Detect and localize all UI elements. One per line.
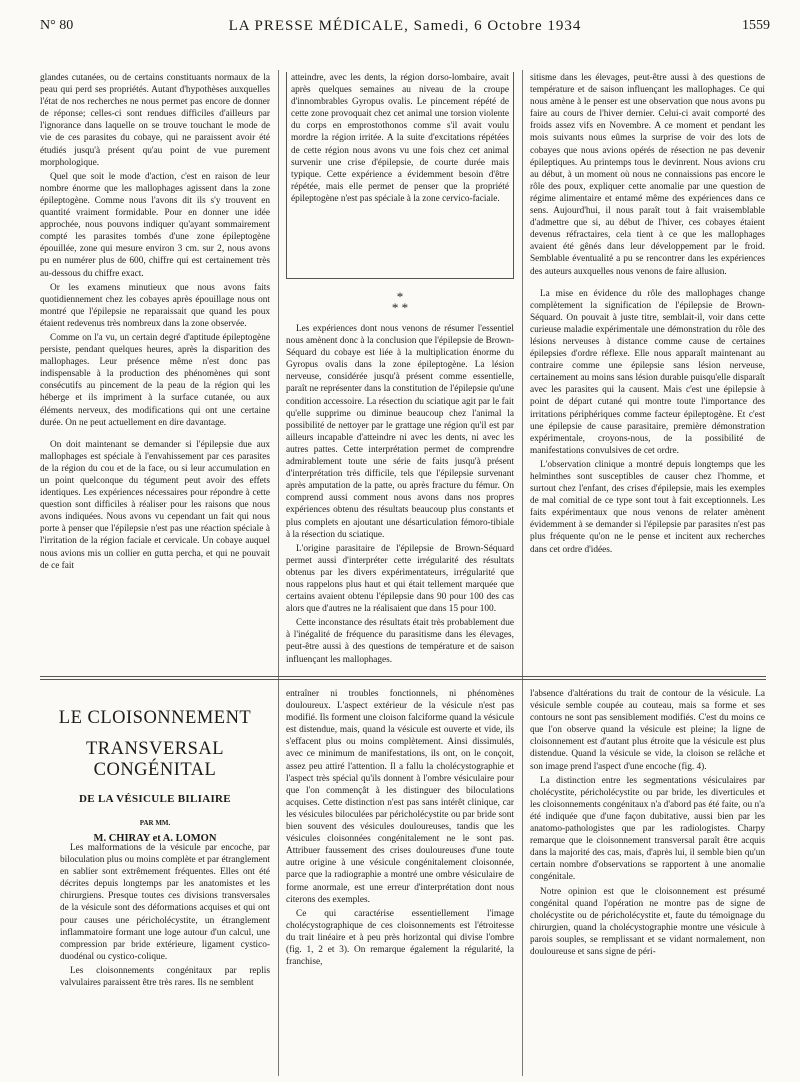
article-title-block <box>40 708 270 844</box>
column-divider <box>522 686 523 1076</box>
paragraph: L'observation clinique a montré depuis longtemps que les helminthes sont susceptibles de causer chez l'homme, et surtout chez l'enfant, des crises d'épilepsie, mais les exemples de mal comitial de ce type sont tout à fait exceptionnels. Les faits expérimentaux que nous venons de relater amènent évidemment à se demander si l'épilepsie par parasites n'est pas plus fréquente qu'on ne le pense et incitent aux recherches dans cet ordre d'idées. <box>530 459 765 555</box>
page-header <box>40 18 770 44</box>
top-article-column-2 <box>286 72 514 692</box>
paragraph: l'absence d'altérations du trait de contour de la vésicule. La vésicule semble coupée au couteau, mais sa forme et ses contours ne sont pas sensiblement modifiés. C'est du moins ce que l'on observe quand la vésicule est pleine; la ligne de cloisonnement est d'autant plus étroite que la vésicule est plus distendue. Quand la vésicule se vide, la cloison se relâche et son image prend l'aspect d'une encoche (fig. 4). <box>530 689 765 772</box>
section-divider <box>40 679 766 680</box>
article-title-line-1: LE CLOISONNEMENT <box>58 708 252 728</box>
journal-title: LA PRESSE MÉDICALE, Samedi, 6 Octobre 1934 <box>228 18 582 34</box>
article-subtitle: DE LA VÉSICULE BILIAIRE <box>79 793 231 805</box>
column-divider <box>522 70 523 690</box>
authors: M. CHIRAY et A. LOMON <box>93 833 217 844</box>
issue-number: N° 80 <box>40 18 74 33</box>
paragraph: Or les examens minutieux que nous avons faits quotidiennement chez les cobayes après épouillage nous ont montré que l'épilepsie ne reparaissait que quand les poux étaient redevenus très nombreux dans la zone observée. <box>40 282 270 329</box>
column-divider <box>278 70 279 690</box>
paragraph: Ce qui caractérise essentiellement l'image cholécystographique de ces cloisonnements est l'étroitesse du trait linéaire et à peu près horizontal qui divise l'ombre (fig. 1, 2 et 3). On remarque également la régularité, la franchise, <box>286 908 514 968</box>
paragraph: Les expériences dont nous venons de résumer l'essentiel nous amènent donc à la conclusion que l'épilepsie de Brown-Séquard du cobaye est liée à la multiplication énorme du Gyropus ovalis dans la zone épileptogène. La lésion nerveuse, considérée jusqu'à présent comme essentielle, paraît ne représenter dans la constitution de l'épilepsie qu'une condition accessoire. La résection du sciatique agit par le fait qu'elle supprime ou diminue beaucoup chez l'animal la possibilité de nettoyer par le grattage une région qu'il est par ailleurs incapable d'atteindre ni avec les dents, ni avec les autres pattes. Cette interprétation permet de comprendre admirablement toute une série de faits jusqu'à présent d'interprétation très difficile, tels que l'épilepsie survenant après amputation de la patte, ou après fracture du fémur. On comprend aussi comment nous avons dans nos propres expériences obtenu des résultats beaucoup plus constants et plus complets en ajoutant une désarticulation fémoro-tibiale à la résection du sciatique. <box>286 324 514 540</box>
paragraph: entraîner ni troubles fonctionnels, ni phénomènes douloureux. L'aspect extérieur de la vésicule n'est pas modifié. Ils forment une cloison falciforme quand la vésicule est distendue, mais, quand la vésicule est ouverte et vide, ils s'effacent plus ou moins complètement. Ainsi dissimulés, avec ce minimum de manifestations, ils ont, on le conçoit, assez peu attiré l'attention. Il a fallu la cholécystographie et l'aspect très spécial qu'ils donnent à l'ombre vésiculaire pour que l'on commençât à les distinguer des biloculations acquises. Cette distinction n'est pas sans intérêt clinique, car les vésicules biloculées par péricholécystite ou par bride sont bien souvent des vésicules douloureuses, tandis que les vésicules cloisonnées congénitalement ne le sont pas. Attribuer faussement des crises douloureuses d'une toute autre origine à une vésicule congénitalement cloisonnée, parce que la radiographie a montré une ombre vésiculaire de forme anormale, est une erreur d'interprétation dont nous citerons des exemples. <box>286 689 514 905</box>
asterism: * * * <box>391 289 409 315</box>
bottom-article-column-3 <box>530 688 765 1073</box>
paragraph: glandes cutanées, ou de certains constituants normaux de la peau qui perd ses propriétés. Autant d'hypothèses auxquelles l'état de nos recherches ne nous permet pas encore de donner de réponse; celles-ci sont rendues difficiles d'ailleurs par l'ignorance dans laquelle on se trouve touchant le mode de vie de ces parasites du cobaye, qui ne paraissent avoir été étudiés jusqu'à présent qu'au point de vue purement morphologique. <box>40 73 270 168</box>
article-title-line-2: TRANSVERSAL CONGÉNITAL <box>85 739 225 780</box>
byline-prefix: PAR MM. <box>139 819 171 827</box>
paragraph: La mise en évidence du rôle des mallophages change complètement la signification de l'épilepsie de Brown-Séquard. On pouvait à juste titre, semblait-il, voir dans cette curieuse maladie expérimentale une démonstration du rôle des lésions nerveuses à distance comme cause de certaines épilepsies d'ordre réflexe. Elle nous apparaît maintenant au contraire comme une épilepsie sans lésion nerveuse, certainement au moins sans lésion durable puisqu'elle disparaît avec les parasites qui la causent. Mais c'est une épilepsie à point de départ cutané qui montre toute l'importance des irritations périphériques comme facteur épileptogène. Et c'est une épilepsie de cause parasitaire, première démonstration expérimentale, croyons-nous, de la possibilité de manifestations convulsives de cet ordre. <box>530 288 765 456</box>
paragraph: Cette inconstance des résultats était très probablement due à l'inégalité de fréquence du parasitisme dans les élevages, peut-être aussi à des questions de température et de saison influençant les mallophages. <box>286 618 514 665</box>
paragraph: Les malformations de la vésicule par encoche, par biloculation plus ou moins complète et par étranglement en sablier sont extrêmement fréquentes. Elles ont été décrites depuis longtemps par les anatomistes et les chirurgiens. Presque toutes ces divisions transversales de la vésicule sont des déformations acquises et qui ont pour causes une péricholécystite, un étranglement inflammatoire formant une loge autour d'un calcul, une compression par bride extérieure, ligament cystico-duodénal ou cystico-colique. <box>60 843 270 962</box>
paragraph: Les cloisonnements congénitaux par replis valvulaires paraissent être très rares. Ils ne semblent <box>60 965 270 989</box>
paragraph: Notre opinion est que le cloisonnement est présumé congénital quand l'opération ne montre pas de signe de cholécystite ou de péricholécystite et, faute du témoignage du chirurgien, quand la cholécystographie montre une vésicule à parois souples, se remplissant et se vidant normalement, non douloureuse et sans signe de péri- <box>530 886 765 957</box>
paragraph: sitisme dans les élevages, peut-être aussi à des questions de température et de saison influençant les mallophages. Ce qui nous amène à le penser est une observation que nous avons pu faire au cours de l'hiver dernier. Celui-ci avait comporté des froids assez vifs en Novembre. A ce moment et pendant les mois suivants nous eûmes la surprise de voir des lots de cobayes que nous avions opérés de résection ne pas devenir épileptiques. Au printemps tous le devinrent. Nous avions cru au début, à un moment où nous ne connaissions pas encore le rôle des poux, expliquer cette anomalie par une question de régime alimentaire et entamé même des expériences dans ce sens. Aujourd'hui, il nous paraît tout à fait vraisemblable d'admettre que si, au début de l'hiver, ces cobayes étaient devenus réfractaires, cela tient à ce que les mallophages avaient été gênés dans leur développement par le froid. Semblable éventualité a pu se rencontrer dans les expériences des auteurs auxquelles nous venons de faire allusion. <box>530 73 765 277</box>
bottom-article-column-1 <box>60 842 270 1072</box>
paragraph: L'origine parasitaire de l'épilepsie de Brown-Séquard permet aussi d'interpréter cette irrégularité des résultats obtenus par les divers expérimentateurs, irrégularité que nous rappelons plus haut et qui était tellement marquée que certains avaient obtenu l'épilepsie dans 90 pour 100 des cas alors que d'autres ne la réalisaient que dans 15 pour 100. <box>286 543 514 615</box>
bottom-article-column-2 <box>286 688 514 1073</box>
section-divider <box>40 676 766 677</box>
page-number: 1559 <box>742 18 770 33</box>
boxed-text <box>286 72 514 279</box>
paragraph: atteindre, avec les dents, la région dorso-lombaire, avait après quelques semaines au niveau de la croupe d'innombrables Gyropus ovalis. Le pincement répété de cette zone provoquait chez cet animal une torsion violente du corps en emprostothonos comme s'il avait voulu mordre la région irritée. A la suite d'excitations répétées de cette région nous avons vu une fois chez cet animal survenir une crise d'épilepsie, de courte durée mais typique. Cette expérience a évidemment besoin d'être répétée, mais elle permet de penser que la propriété épileptogène n'est pas spéciale à la zone cervico-faciale. <box>291 73 509 204</box>
column-divider <box>278 686 279 1076</box>
paragraph: Comme on l'a vu, un certain degré d'aptitude épileptogène persiste, pendant quelques heures, après la disparition des mallophages. Leur présence même n'est donc pas indispensable à la production des phénomènes qui sont consécutifs au pincement de la peau de la région qui les héberge et ils impriment à la surface cutanée, ou aux éléments nerveux, des modifications qui ont une certaine durée. On ne peut actuellement en dire davantage. <box>40 332 270 428</box>
top-article-column-1 <box>40 72 270 692</box>
paragraph: La distinction entre les segmentations vésiculaires par cholécystite, péricholécystite ou par bride, les diverticules et les cloisonnements congénitaux n'a d'abord pas été faite, ou n'a été indiquée que d'une façon dubitative, aussi bien par les anatomo-pathologistes que par les radiologistes. Charpy remarque que le cloisonnement transversal paraît être acquis dans la majorité des cas, mais, d'après lui, il semble bien qu'un certain nombre d'observations se rapportent à une anomalie congénitale. <box>530 775 765 883</box>
paragraph: Quel que soit le mode d'action, c'est en raison de leur nombre énorme que les mallophages agissent dans la zone épileptogène. Comme nous l'avons dit ils s'y trouvent en quantité vraiment formidable. Pour en donner une idée approchée, nous pouvons indiquer qu'ayant sommairement compté les parasites tombés d'une zone épileptogène épouillée, zone qui mesure environ 3 cm. sur 2, nous avons pu en numérer plus de 600, chiffre qui est certainement très au-dessous du chiffre exact. <box>40 171 270 279</box>
paragraph: On doit maintenant se demander si l'épilepsie due aux mallophages est spéciale à l'envahissement par ces parasites de la région du cou et de la face, ou si leur accumulation en un point quelconque du tégument peut avoir des effets identiques. Les expériences nécessaires pour répondre à cette question sont difficiles à réaliser pour les raisons que nous avons indiquées. Nous avons vu cependant un fait qui nous porte à penser que l'épilepsie n'est pas une réaction spéciale à l'irritation de la région faciale et cervicale. Un cobaye auquel nous avions mis un collier en gutta percha, et qui ne pouvait de ce fait <box>40 439 270 571</box>
top-article-column-3 <box>530 72 765 692</box>
